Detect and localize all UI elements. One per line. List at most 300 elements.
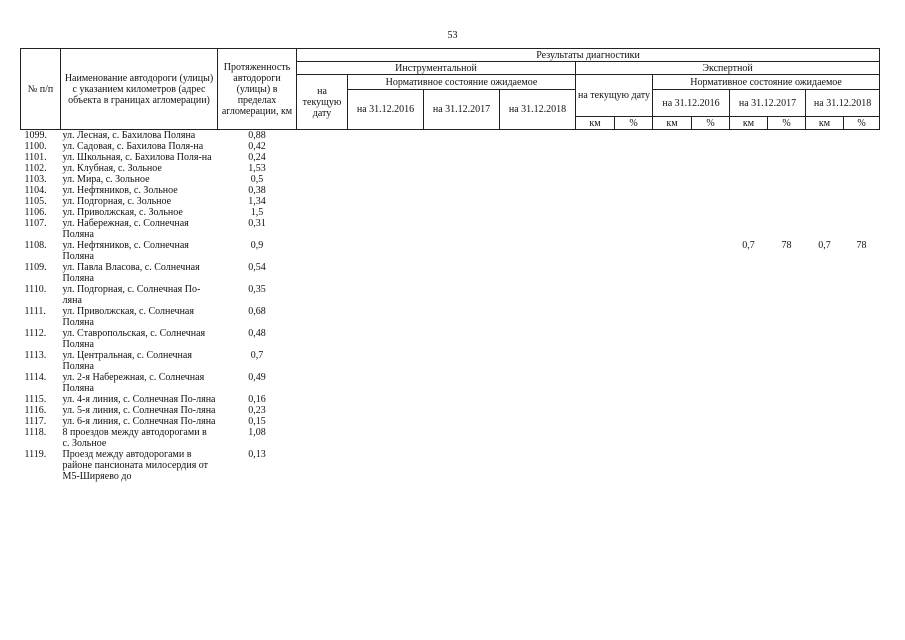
row-length: 1,53 [248, 163, 266, 174]
row-result-cell [424, 240, 500, 262]
table-row [21, 218, 880, 240]
table-row [21, 394, 880, 405]
unit-km: км [730, 117, 768, 130]
row-result-cell: 78 [856, 240, 867, 251]
row-result-cell [653, 262, 692, 284]
row-number: 1114. [24, 372, 47, 383]
row-result-cell [844, 174, 880, 185]
row-length: 0,24 [248, 152, 266, 163]
row-result-cell [768, 174, 806, 185]
row-result-cell [615, 284, 653, 306]
row-result-cell [576, 284, 615, 306]
header-results: Результаты диагностики [297, 49, 880, 62]
row-result-cell [424, 262, 500, 284]
row-result-cell [768, 306, 806, 328]
row-length: 1,5 [250, 207, 264, 218]
row-result-cell [844, 218, 880, 240]
row-number: 1104. [24, 185, 47, 196]
row-road-name: ул. 4-я линия, с. Солнечная По-ляна [62, 394, 216, 405]
row-result-cell [768, 262, 806, 284]
row-result-cell [615, 174, 653, 185]
header-expert-2017: на 31.12.2017 [730, 90, 806, 117]
row-result-cell [348, 130, 424, 142]
row-result-cell [692, 427, 730, 449]
row-road-name: ул. 2-я Набережная, с. Солнечная Поляна [62, 372, 205, 394]
row-result-cell [844, 427, 880, 449]
row-result-cell [348, 218, 424, 240]
row-result-cell [424, 196, 500, 207]
row-result-cell [500, 284, 576, 306]
row-result-cell [348, 306, 424, 328]
unit-pct: % [615, 117, 653, 130]
unit-pct: % [692, 117, 730, 130]
row-length: 0,49 [248, 372, 266, 383]
row-result-cell [768, 185, 806, 196]
table-body [21, 130, 880, 483]
row-result-cell: 78 [781, 240, 792, 251]
row-result-cell [297, 240, 348, 262]
row-result-cell [844, 185, 880, 196]
row-result-cell [348, 449, 424, 482]
row-number: 1102. [24, 163, 47, 174]
row-result-cell [297, 262, 348, 284]
row-result-cell [576, 306, 615, 328]
row-result-cell [297, 350, 348, 372]
row-result-cell [653, 427, 692, 449]
row-result-cell [768, 427, 806, 449]
row-result-cell [730, 185, 768, 196]
row-result-cell [844, 328, 880, 350]
row-result-cell [653, 284, 692, 306]
row-result-cell [615, 218, 653, 240]
table-row [21, 328, 880, 350]
row-result-cell [576, 405, 615, 416]
row-number: 1109. [24, 262, 47, 273]
row-result-cell [844, 196, 880, 207]
row-result-cell [615, 405, 653, 416]
row-result-cell [297, 427, 348, 449]
table-row [21, 449, 880, 482]
row-result-cell [500, 218, 576, 240]
row-road-name: ул. Мира, с. Зольное [62, 174, 150, 185]
table-row [21, 196, 880, 207]
row-result-cell [768, 449, 806, 482]
row-number: 1111. [24, 306, 46, 317]
row-road-name: ул. 5-я линия, с. Солнечная По-ляна [62, 405, 216, 416]
row-result-cell [615, 130, 653, 142]
row-result-cell [297, 196, 348, 207]
row-result-cell [576, 174, 615, 185]
row-result-cell [297, 306, 348, 328]
row-result-cell [615, 427, 653, 449]
unit-pct: % [844, 117, 880, 130]
row-result-cell [844, 152, 880, 163]
header-instr-2017: на 31.12.2017 [424, 90, 500, 130]
row-result-cell [424, 152, 500, 163]
row-result-cell [297, 394, 348, 405]
row-result-cell [297, 141, 348, 152]
row-result-cell [297, 416, 348, 427]
row-result-cell [348, 284, 424, 306]
row-result-cell [692, 405, 730, 416]
row-length: 0,35 [248, 284, 266, 295]
table-row [21, 306, 880, 328]
row-result-cell [806, 185, 844, 196]
header-expert: Экспертной [576, 62, 880, 75]
row-result-cell [424, 141, 500, 152]
row-result-cell [806, 372, 844, 394]
row-number: 1108. [24, 240, 47, 251]
row-result-cell [297, 328, 348, 350]
row-result-cell [692, 185, 730, 196]
table-row [21, 174, 880, 185]
row-result-cell [615, 306, 653, 328]
row-result-cell [806, 427, 844, 449]
row-result-cell [768, 207, 806, 218]
row-result-cell [768, 372, 806, 394]
row-result-cell [730, 394, 768, 405]
row-result-cell [768, 350, 806, 372]
header-expert-2016: на 31.12.2016 [653, 90, 730, 117]
table-row [21, 130, 880, 142]
row-result-cell [653, 130, 692, 142]
row-result-cell [348, 416, 424, 427]
row-number: 1101. [24, 152, 47, 163]
row-result-cell [730, 262, 768, 284]
table-row [21, 185, 880, 196]
table-row [21, 141, 880, 152]
header-instr-2018: на 31.12.2018 [500, 90, 576, 130]
row-result-cell [844, 372, 880, 394]
row-result-cell [806, 196, 844, 207]
table-row [21, 240, 880, 262]
row-number: 1103. [24, 174, 47, 185]
row-result-cell [692, 141, 730, 152]
row-result-cell [297, 174, 348, 185]
row-result-cell [768, 196, 806, 207]
row-result-cell [768, 284, 806, 306]
row-road-name: ул. Центральная, с. Солнечная Поляна [62, 350, 192, 372]
row-result-cell [692, 262, 730, 284]
row-result-cell [806, 328, 844, 350]
table-row [21, 405, 880, 416]
row-result-cell [424, 174, 500, 185]
row-result-cell [768, 405, 806, 416]
row-result-cell [576, 163, 615, 174]
row-result-cell [500, 427, 576, 449]
row-result-cell [653, 240, 692, 262]
row-result-cell [653, 405, 692, 416]
row-result-cell [730, 174, 768, 185]
row-result-cell [692, 240, 730, 262]
row-result-cell [806, 284, 844, 306]
row-result-cell [806, 141, 844, 152]
row-result-cell [730, 328, 768, 350]
row-result-cell [576, 218, 615, 240]
row-result-cell [576, 262, 615, 284]
row-result-cell [297, 185, 348, 196]
table-row [21, 262, 880, 284]
row-length: 0,31 [248, 218, 266, 229]
row-result-cell [730, 405, 768, 416]
table-row [21, 207, 880, 218]
row-result-cell [844, 284, 880, 306]
row-result-cell [615, 350, 653, 372]
row-result-cell [692, 174, 730, 185]
row-length: 0,15 [248, 416, 266, 427]
row-result-cell [730, 350, 768, 372]
row-result-cell [424, 185, 500, 196]
row-number: 1117. [24, 416, 47, 427]
row-result-cell [576, 328, 615, 350]
row-result-cell [576, 427, 615, 449]
row-result-cell [692, 416, 730, 427]
row-result-cell [844, 141, 880, 152]
row-result-cell [576, 196, 615, 207]
row-result-cell [806, 350, 844, 372]
row-road-name: ул. Садовая, с. Бахилова Поля-на [62, 141, 204, 152]
row-result-cell [500, 130, 576, 142]
row-road-name: ул. 6-я линия, с. Солнечная По-ляна [62, 416, 216, 427]
row-result-cell [768, 152, 806, 163]
row-result-cell [730, 141, 768, 152]
row-number: 1113. [24, 350, 47, 361]
row-result-cell [576, 141, 615, 152]
row-result-cell [615, 449, 653, 482]
row-result-cell [500, 141, 576, 152]
row-result-cell [297, 130, 348, 142]
row-result-cell [424, 405, 500, 416]
row-result-cell [653, 174, 692, 185]
row-result-cell [768, 394, 806, 405]
row-result-cell [500, 306, 576, 328]
diagnostics-table-wrap [20, 48, 880, 482]
table-row [21, 152, 880, 163]
table-row [21, 427, 880, 449]
table-row [21, 350, 880, 372]
row-result-cell [500, 240, 576, 262]
row-result-cell [424, 328, 500, 350]
row-result-cell [348, 405, 424, 416]
row-result-cell [844, 449, 880, 482]
row-result-cell [806, 207, 844, 218]
row-result-cell [806, 174, 844, 185]
row-road-name: ул. Нефтяников, с. Зольное [62, 185, 178, 196]
row-result-cell [615, 372, 653, 394]
row-result-cell [500, 405, 576, 416]
row-number: 1116. [24, 405, 47, 416]
row-result-cell [615, 240, 653, 262]
row-result-cell [806, 416, 844, 427]
row-road-name: ул. Лесная, с. Бахилова Поляна [62, 130, 196, 141]
row-result-cell [806, 152, 844, 163]
row-result-cell [500, 394, 576, 405]
row-result-cell [653, 207, 692, 218]
row-result-cell [500, 262, 576, 284]
row-result-cell [692, 306, 730, 328]
row-result-cell [500, 207, 576, 218]
row-length: 0,54 [248, 262, 266, 273]
row-result-cell [844, 416, 880, 427]
row-result-cell [730, 163, 768, 174]
row-result-cell [615, 185, 653, 196]
row-result-cell [844, 394, 880, 405]
row-result-cell [653, 185, 692, 196]
row-result-cell [653, 372, 692, 394]
row-result-cell [692, 284, 730, 306]
row-length: 0,38 [248, 185, 266, 196]
row-result-cell [500, 196, 576, 207]
row-result-cell [844, 350, 880, 372]
table-row [21, 372, 880, 394]
row-result-cell [424, 449, 500, 482]
row-length: 0,7 [250, 350, 264, 361]
row-result-cell: 0,7 [818, 240, 831, 251]
table-row [21, 416, 880, 427]
row-result-cell [768, 328, 806, 350]
row-result-cell [500, 372, 576, 394]
row-result-cell [806, 163, 844, 174]
row-result-cell [806, 130, 844, 142]
row-road-name: Проезд между автодорогами в районе пансионата милосердия от М5-Ширяево до [62, 449, 209, 482]
row-road-name: ул. Школьная, с. Бахилова Поля-на [62, 152, 212, 163]
row-result-cell [615, 141, 653, 152]
row-length: 0,13 [248, 449, 266, 460]
row-result-cell [348, 328, 424, 350]
row-result-cell [615, 152, 653, 163]
row-result-cell [500, 152, 576, 163]
row-result-cell [692, 328, 730, 350]
row-result-cell [692, 350, 730, 372]
row-result-cell [576, 394, 615, 405]
row-result-cell [297, 163, 348, 174]
row-result-cell [348, 196, 424, 207]
row-result-cell [500, 416, 576, 427]
row-result-cell [576, 449, 615, 482]
row-result-cell [348, 174, 424, 185]
row-result-cell [730, 284, 768, 306]
row-result-cell [500, 328, 576, 350]
row-result-cell [424, 394, 500, 405]
unit-pct: % [768, 117, 806, 130]
row-number: 1107. [24, 218, 47, 229]
unit-km: км [653, 117, 692, 130]
row-result-cell [653, 218, 692, 240]
row-road-name: ул. Клубная, с. Зольное [62, 163, 162, 174]
row-number: 1099. [24, 130, 47, 141]
row-result-cell [348, 141, 424, 152]
header-instr-2016: на 31.12.2016 [348, 90, 424, 130]
row-result-cell [576, 240, 615, 262]
row-result-cell [297, 218, 348, 240]
row-result-cell: 0,7 [742, 240, 755, 251]
row-result-cell [424, 372, 500, 394]
row-road-name: ул. Павла Власова, с. Солнечная Поляна [62, 262, 200, 284]
row-road-name: ул. Подгорная, с. Солнечная По-ляна [62, 284, 201, 306]
header-num: № п/п [21, 49, 61, 130]
row-result-cell [692, 449, 730, 482]
row-length: 0,23 [248, 405, 266, 416]
row-result-cell [348, 427, 424, 449]
row-result-cell [424, 207, 500, 218]
row-result-cell [768, 416, 806, 427]
row-road-name: ул. Набережная, с. Солнечная Поляна [62, 218, 189, 240]
row-result-cell [576, 130, 615, 142]
row-road-name: ул. Ставропольская, с. Солнечная Поляна [62, 328, 206, 350]
row-road-name: ул. Приволжская, с. Солнечная Поляна [62, 306, 194, 328]
row-result-cell [297, 152, 348, 163]
row-road-name: ул. Подгорная, с. Зольное [62, 196, 172, 207]
row-result-cell [844, 207, 880, 218]
row-result-cell [424, 163, 500, 174]
page-number: 53 [447, 30, 458, 41]
row-result-cell [576, 185, 615, 196]
row-result-cell [806, 306, 844, 328]
row-number: 1119. [24, 449, 47, 460]
row-result-cell [730, 196, 768, 207]
row-number: 1106. [24, 207, 47, 218]
header-expert-normative: Нормативное состояние ожидаемое [653, 75, 880, 90]
row-result-cell [806, 449, 844, 482]
row-result-cell [424, 130, 500, 142]
row-length: 0,48 [248, 328, 266, 339]
row-road-name: 8 проездов между автодорогами в с. Зольное [62, 427, 207, 449]
header-instrumental: Инструментальной [297, 62, 576, 75]
row-result-cell [806, 262, 844, 284]
row-result-cell [576, 152, 615, 163]
row-length: 1,08 [248, 427, 266, 438]
table-row [21, 163, 880, 174]
header-expert-current-date: на текущую дату [576, 75, 653, 117]
row-number: 1100. [24, 141, 47, 152]
row-result-cell [692, 130, 730, 142]
row-result-cell [653, 163, 692, 174]
row-result-cell [844, 405, 880, 416]
row-road-name: ул. Нефтяников, с. Солнечная Поляна [62, 240, 189, 262]
row-result-cell [615, 416, 653, 427]
row-result-cell [500, 350, 576, 372]
table-row [21, 284, 880, 306]
row-result-cell [653, 449, 692, 482]
row-result-cell [615, 163, 653, 174]
row-result-cell [615, 207, 653, 218]
row-length: 0,16 [248, 394, 266, 405]
row-result-cell [424, 284, 500, 306]
row-result-cell [297, 372, 348, 394]
row-result-cell [692, 196, 730, 207]
row-result-cell [653, 416, 692, 427]
row-result-cell [730, 306, 768, 328]
row-result-cell [768, 218, 806, 240]
header-length: Протяженность автодороги (улицы) в пределах агломерации, км [218, 49, 297, 130]
row-result-cell [348, 152, 424, 163]
row-result-cell [692, 152, 730, 163]
row-result-cell [806, 218, 844, 240]
row-result-cell [653, 328, 692, 350]
row-result-cell [576, 350, 615, 372]
row-result-cell [653, 394, 692, 405]
row-result-cell [730, 449, 768, 482]
row-result-cell [806, 405, 844, 416]
row-result-cell [500, 449, 576, 482]
row-number: 1118. [24, 427, 47, 438]
row-result-cell [348, 207, 424, 218]
row-result-cell [768, 141, 806, 152]
row-result-cell [653, 141, 692, 152]
row-result-cell [730, 207, 768, 218]
row-result-cell [692, 218, 730, 240]
row-result-cell [348, 350, 424, 372]
